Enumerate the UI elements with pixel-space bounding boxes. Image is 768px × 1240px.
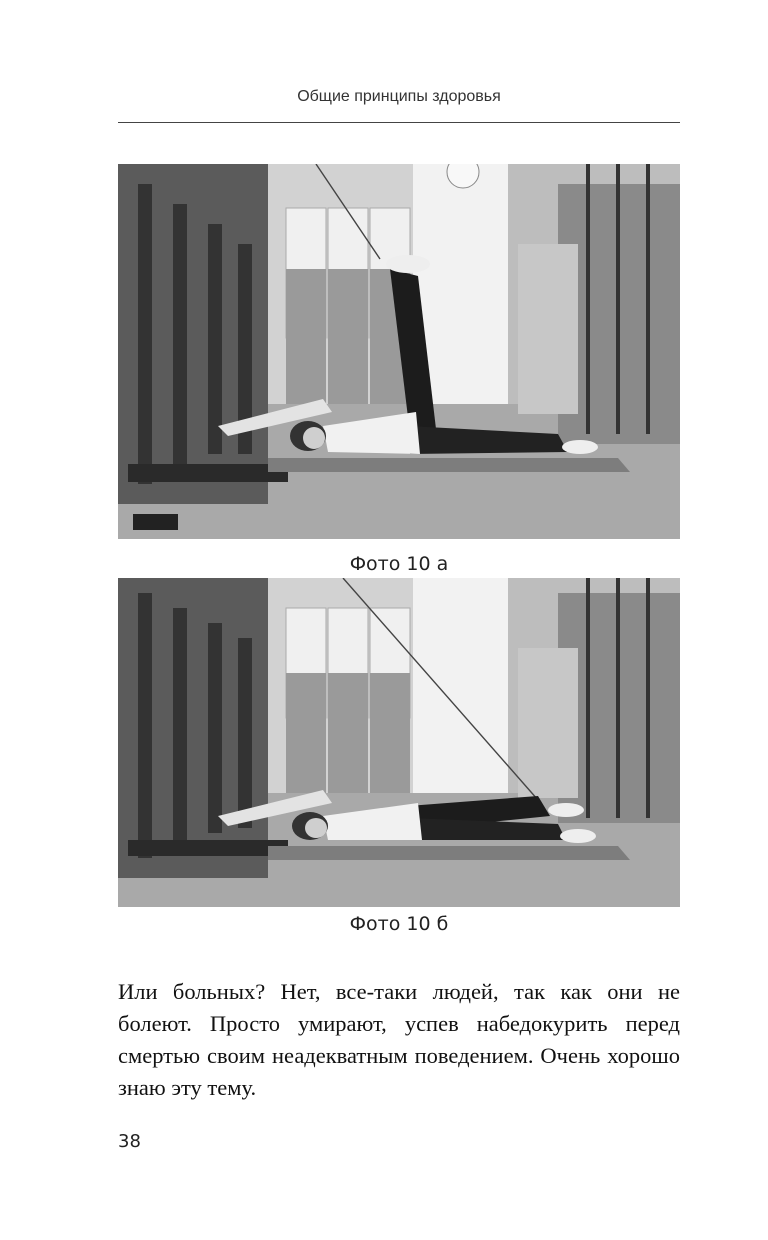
photo-10b	[118, 578, 680, 907]
caption-10b: Фото 10 б	[349, 913, 449, 935]
header-rule	[118, 122, 680, 123]
page-number: 38	[118, 1131, 141, 1152]
running-head: Общие принципы здоровья	[297, 88, 501, 105]
caption-10a: Фото 10 а	[349, 553, 449, 575]
body-paragraph: Или больных? Нет, все-таки людей, так как они не болеют. Просто умирают, успев набедокурить перед смертью своим неадекватным поведением. Очень хорошо знаю эту тему.	[118, 979, 680, 1100]
photo-10a	[118, 164, 680, 539]
